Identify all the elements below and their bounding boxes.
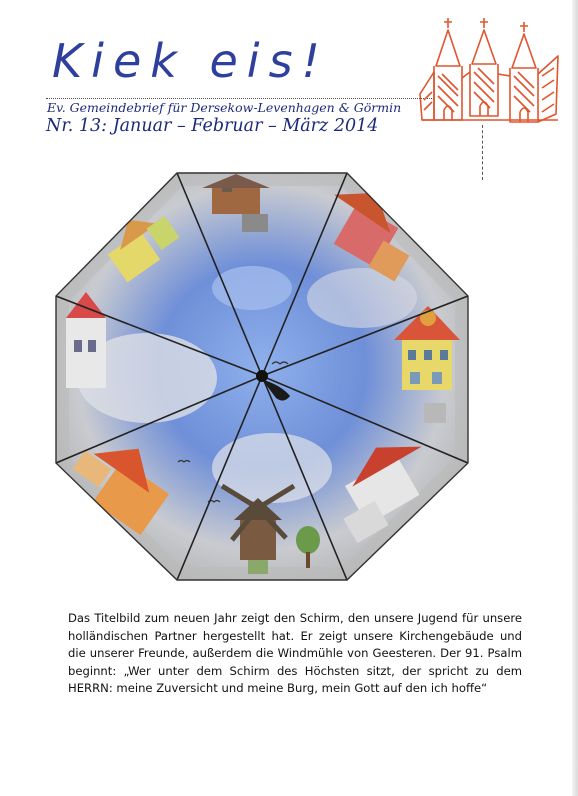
umbrella-image [52, 168, 472, 583]
issue-line: Nr. 13: Januar – Februar – März 2014 [46, 116, 379, 136]
masthead-subtitle: Ev. Gemeindebrief für Dersekow-Levenhagen & Görmin [47, 100, 402, 115]
header-rule [46, 98, 434, 99]
page-edge [572, 0, 578, 796]
masthead-title: Kiek eis! [52, 34, 329, 88]
church-logo [418, 16, 562, 128]
vertical-rule [482, 125, 483, 180]
cover-caption: Das Titelbild zum neuen Jahr zeigt den Schirm, den unsere Jugend für unsere holländischen Partner hergestellt hat. Er zeigt unsere Kirchengebäude und die unserer Freunde, außerdem die Windmühle von Geesteren. Der 91. Psalm beginnt: „Wer unter dem Schirm des Höchsten sitzt, der spricht zu dem HERRN: meine Zuversicht und meine Burg, mein Gott auf den ich hoffe“ [68, 611, 522, 696]
